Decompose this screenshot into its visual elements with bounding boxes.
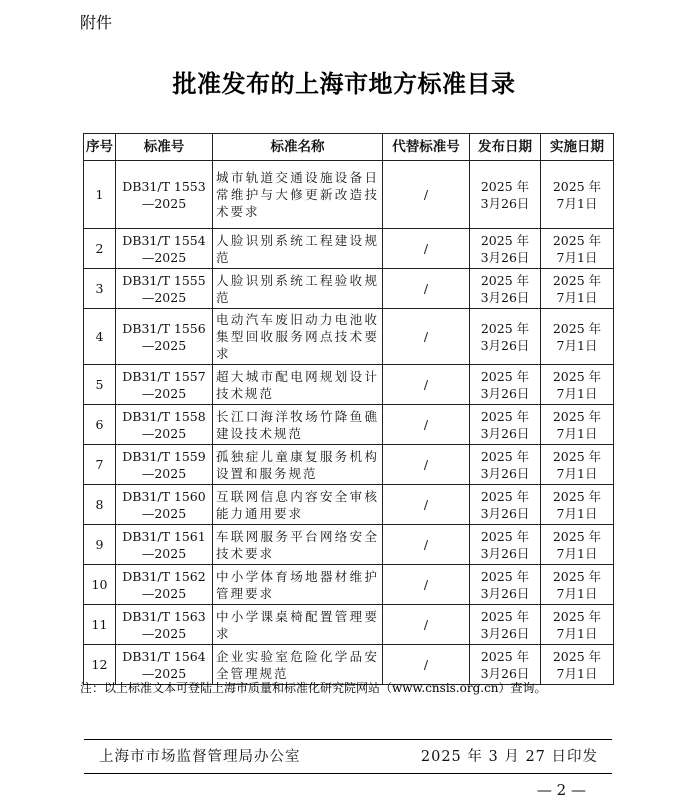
publish-date [470,161,541,229]
column-header-no: 序号 [84,134,116,161]
publish-day: 3月26日 [480,545,530,561]
publish-year: 2025 年 [480,368,530,384]
standard-code-year: —2025 [141,337,187,353]
row-number: 8 [84,485,116,525]
standard-code-year: —2025 [141,585,187,601]
standard-code-number: DB31/T 1562 [122,568,206,584]
effective-date [541,605,614,645]
standard-code-number: DB31/T 1555 [122,272,206,288]
replaced-standard: / [383,525,470,565]
effective-date [541,485,614,525]
effective-year: 2025 年 [552,368,602,384]
publish-date [470,365,541,405]
effective-date [541,525,614,565]
effective-year: 2025 年 [552,488,602,504]
row-number: 5 [84,365,116,405]
table-footnote: 注：以上标准文本可登陆上海市质量和标准化研究院网站（www.cnsis.org.cn）查询。 [80,681,547,695]
effective-year: 2025 年 [552,320,602,336]
issuer-name: 上海市市场监督管理局办公室 [99,749,301,765]
effective-year: 2025 年 [552,608,602,624]
effective-date [541,269,614,309]
publish-date [470,229,541,269]
effective-day: 7月1日 [556,505,598,521]
table-row [84,365,614,405]
effective-date [541,161,614,229]
effective-date [541,445,614,485]
publish-date [470,525,541,565]
column-header-effective-date: 实施日期 [541,134,614,161]
replaced-standard: / [383,161,470,229]
column-header-publish-date: 发布日期 [470,134,541,161]
standard-code [116,269,213,309]
standard-code-year: —2025 [141,545,187,561]
effective-year: 2025 年 [552,568,602,584]
row-number: 9 [84,525,116,565]
row-number: 12 [84,645,116,685]
standard-code-year: —2025 [141,249,187,265]
replaced-standard: / [383,605,470,645]
publish-year: 2025 年 [480,528,530,544]
publish-year: 2025 年 [480,488,530,504]
publish-year: 2025 年 [480,232,530,248]
effective-year: 2025 年 [552,648,602,664]
effective-day: 7月1日 [556,337,598,353]
column-header-replaces: 代替标准号 [383,134,470,161]
standard-code-year: —2025 [141,625,187,641]
standard-code [116,309,213,365]
standard-code-number: DB31/T 1564 [122,648,206,664]
publish-day: 3月26日 [480,585,530,601]
standard-name: 互联网信息内容安全审核能力通用要求 [213,485,383,525]
effective-day: 7月1日 [556,465,598,481]
standard-code [116,485,213,525]
standard-name: 长江口海洋牧场竹降鱼礁建设技术规范 [213,405,383,445]
effective-day: 7月1日 [556,425,598,441]
row-number: 11 [84,605,116,645]
publish-date [470,485,541,525]
row-number: 4 [84,309,116,365]
effective-year: 2025 年 [552,528,602,544]
publish-day: 3月26日 [480,249,530,265]
row-number: 7 [84,445,116,485]
effective-date [541,309,614,365]
standard-code [116,229,213,269]
standard-code-year: —2025 [141,665,187,681]
standard-name: 电动汽车废旧动力电池收集型回收服务网点技术要求 [213,309,383,365]
standard-code-number: DB31/T 1554 [122,232,206,248]
publish-year: 2025 年 [480,408,530,424]
issue-date: 2025 年 3 月 27 日印发 [420,749,598,765]
row-number: 3 [84,269,116,309]
publish-date [470,269,541,309]
publish-date [470,605,541,645]
replaced-standard: / [383,269,470,309]
effective-year: 2025 年 [552,178,602,194]
table-header-row [84,134,614,161]
replaced-standard: / [383,645,470,685]
publish-day: 3月26日 [480,425,530,441]
standard-code [116,445,213,485]
standard-code-number: DB31/T 1560 [122,488,206,504]
column-header-name: 标准名称 [213,134,383,161]
publish-date [470,405,541,445]
standard-code [116,605,213,645]
publish-day: 3月26日 [480,665,530,681]
publish-day: 3月26日 [480,625,530,641]
column-header-code: 标准号 [116,134,213,161]
publish-year: 2025 年 [480,178,530,194]
effective-date [541,405,614,445]
standard-code-year: —2025 [141,425,187,441]
publish-day: 3月26日 [480,195,530,211]
standard-code [116,365,213,405]
effective-day: 7月1日 [556,545,598,561]
effective-day: 7月1日 [556,625,598,641]
table-row [84,485,614,525]
effective-day: 7月1日 [556,385,598,401]
effective-date [541,229,614,269]
table-row [84,405,614,445]
effective-date [541,645,614,685]
publish-day: 3月26日 [480,465,530,481]
table-row [84,605,614,645]
standard-code-number: DB31/T 1553 [122,178,206,194]
attachment-label: 附件 [80,13,113,32]
row-number: 2 [84,229,116,269]
standard-name: 孤独症儿童康复服务机构设置和服务规范 [213,445,383,485]
publish-year: 2025 年 [480,320,530,336]
effective-year: 2025 年 [552,448,602,464]
publish-day: 3月26日 [480,505,530,521]
standard-code-year: —2025 [141,385,187,401]
replaced-standard: / [383,365,470,405]
replaced-standard: / [383,485,470,525]
publish-day: 3月26日 [480,337,530,353]
standard-name: 人脸识别系统工程建设规范 [213,229,383,269]
table-row [84,445,614,485]
standard-code-number: DB31/T 1559 [122,448,206,464]
row-number: 1 [84,161,116,229]
document-title: 批准发布的上海市地方标准目录 [172,70,516,98]
replaced-standard: / [383,229,470,269]
publish-day: 3月26日 [480,385,530,401]
table-row [84,161,614,229]
publish-year: 2025 年 [480,568,530,584]
publish-date [470,565,541,605]
effective-day: 7月1日 [556,585,598,601]
row-number: 6 [84,405,116,445]
standard-name: 城市轨道交通设施设备日常维护与大修更新改造技术要求 [213,161,383,229]
effective-day: 7月1日 [556,665,598,681]
effective-year: 2025 年 [552,408,602,424]
replaced-standard: / [383,405,470,445]
standard-code-number: DB31/T 1558 [122,408,206,424]
table-row [84,565,614,605]
row-number: 10 [84,565,116,605]
effective-day: 7月1日 [556,195,598,211]
effective-year: 2025 年 [552,232,602,248]
standard-code-number: DB31/T 1563 [122,608,206,624]
table-row [84,309,614,365]
effective-day: 7月1日 [556,289,598,305]
standard-code [116,565,213,605]
publish-year: 2025 年 [480,272,530,288]
standard-code-year: —2025 [141,465,187,481]
effective-date [541,365,614,405]
standard-name: 超大城市配电网规划设计技术规范 [213,365,383,405]
table-row [84,269,614,309]
standard-code [116,525,213,565]
standard-code [116,161,213,229]
publish-date [470,309,541,365]
replaced-standard: / [383,565,470,605]
standard-code-year: —2025 [141,505,187,521]
replaced-standard: / [383,445,470,485]
page-number: — 2 — [536,781,586,799]
standard-code-number: DB31/T 1561 [122,528,206,544]
standard-code-year: —2025 [141,195,187,211]
publish-year: 2025 年 [480,648,530,664]
standard-code-number: DB31/T 1556 [122,320,206,336]
table-row [84,525,614,565]
table-row [84,229,614,269]
replaced-standard: / [383,309,470,365]
standard-code-year: —2025 [141,289,187,305]
standard-code [116,405,213,445]
standard-name: 企业实验室危险化学品安全管理规范 [213,645,383,685]
standard-code-number: DB31/T 1557 [122,368,206,384]
effective-day: 7月1日 [556,249,598,265]
effective-year: 2025 年 [552,272,602,288]
publish-day: 3月26日 [480,289,530,305]
effective-date [541,565,614,605]
standard-name: 中小学课桌椅配置管理要求 [213,605,383,645]
publish-year: 2025 年 [480,608,530,624]
standard-name: 人脸识别系统工程验收规范 [213,269,383,309]
standards-table [83,133,614,685]
publish-year: 2025 年 [480,448,530,464]
standard-name: 车联网服务平台网络安全技术要求 [213,525,383,565]
footer-bottom-rule [84,773,612,774]
publish-date [470,445,541,485]
standard-name: 中小学体育场地器材维护管理要求 [213,565,383,605]
footer-top-rule [84,739,612,740]
